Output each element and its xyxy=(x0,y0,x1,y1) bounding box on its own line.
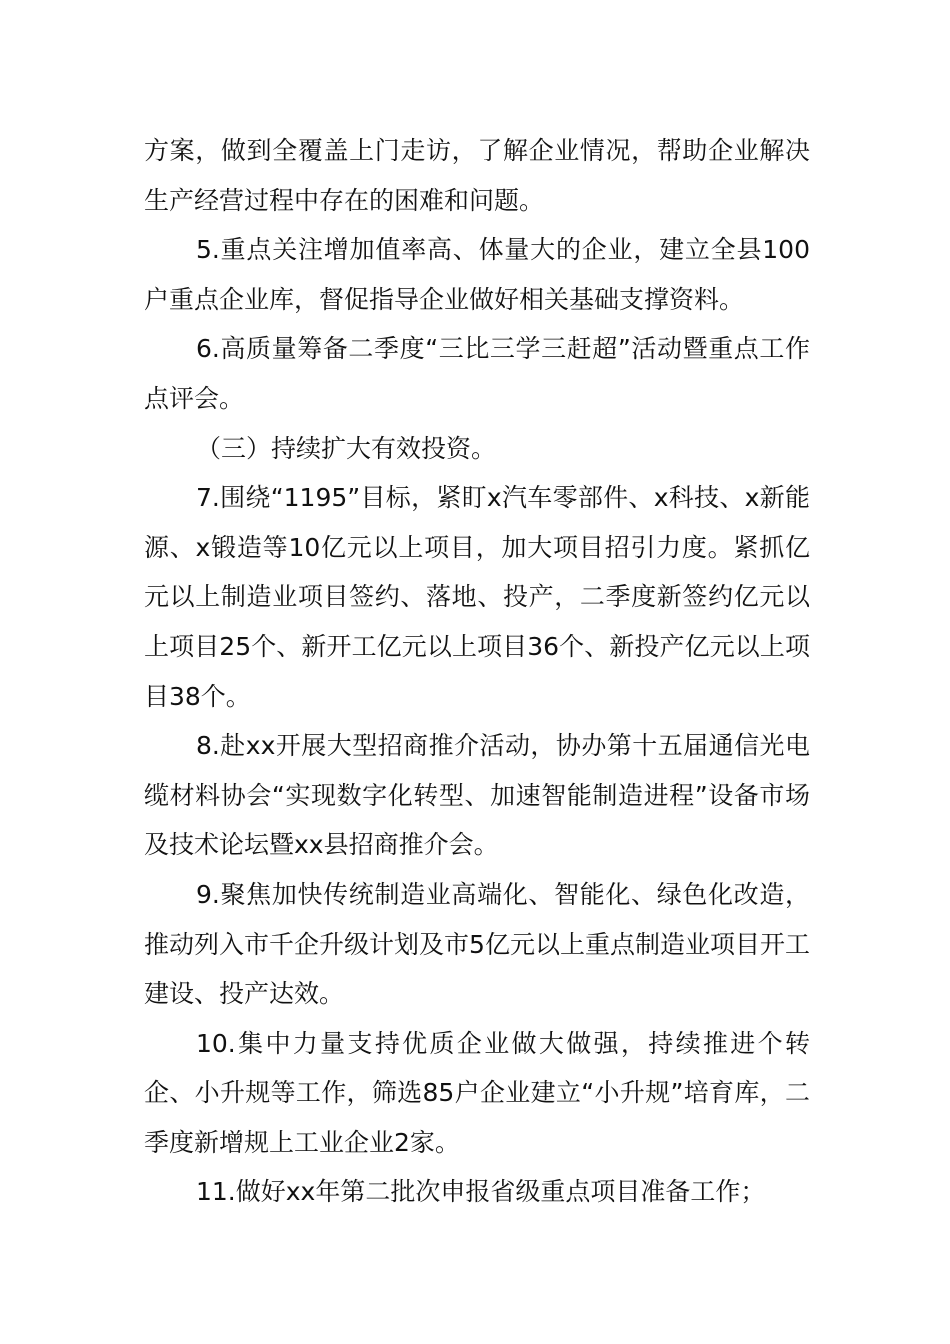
paragraph-item-9: 9.聚焦加快传统制造业高端化、智能化、绿色化改造，推动列入市千企升级计划及市5亿元以上重点制造业项目开工建设、投产达效。 xyxy=(144,879,810,1009)
paragraph-continuation: 方案，做到全覆盖上门走访，了解企业情况，帮助企业解决生产经营过程中存在的困难和问题。 xyxy=(144,136,810,215)
paragraph-item-10: 10.集中力量支持优质企业做大做强，持续推进个转企、小升规等工作，筛选85户企业建立“小升规”培育库，二季度新增规上工业企业2家。 xyxy=(144,1028,810,1157)
paragraph-item-5: 5.重点关注增加值率高、体量大的企业，建立全县100户重点企业库，督促指导企业做好相关基础支撑资料。 xyxy=(144,235,810,314)
section-heading-3: （三）持续扩大有效投资。 xyxy=(196,433,497,463)
document-body xyxy=(144,126,810,1217)
paragraph-item-8: 8.赴xx开展大型招商推介活动，协办第十五届通信光电缆材料协会“实现数字化转型、加速智能制造进程”设备市场及技术论坛暨xx县招商推介会。 xyxy=(144,731,810,860)
paragraph-item-7: 7.围绕“1195”目标，紧盯x汽车零部件、x科技、x新能源、x锻造等10亿元以上项目，加大项目招引力度。紧抓亿元以上制造业项目签约、落地、投产，二季度新签约亿元以上项目25个、新开工亿元以上项目36个、新投产亿元以上项目38个。 xyxy=(144,483,810,711)
paragraph-item-11: 11.做好xx年第二批次申报省级重点项目准备工作； xyxy=(196,1177,766,1207)
paragraph-item-6: 6.高质量筹备二季度“三比三学三赶超”活动暨重点工作点评会。 xyxy=(144,334,810,413)
